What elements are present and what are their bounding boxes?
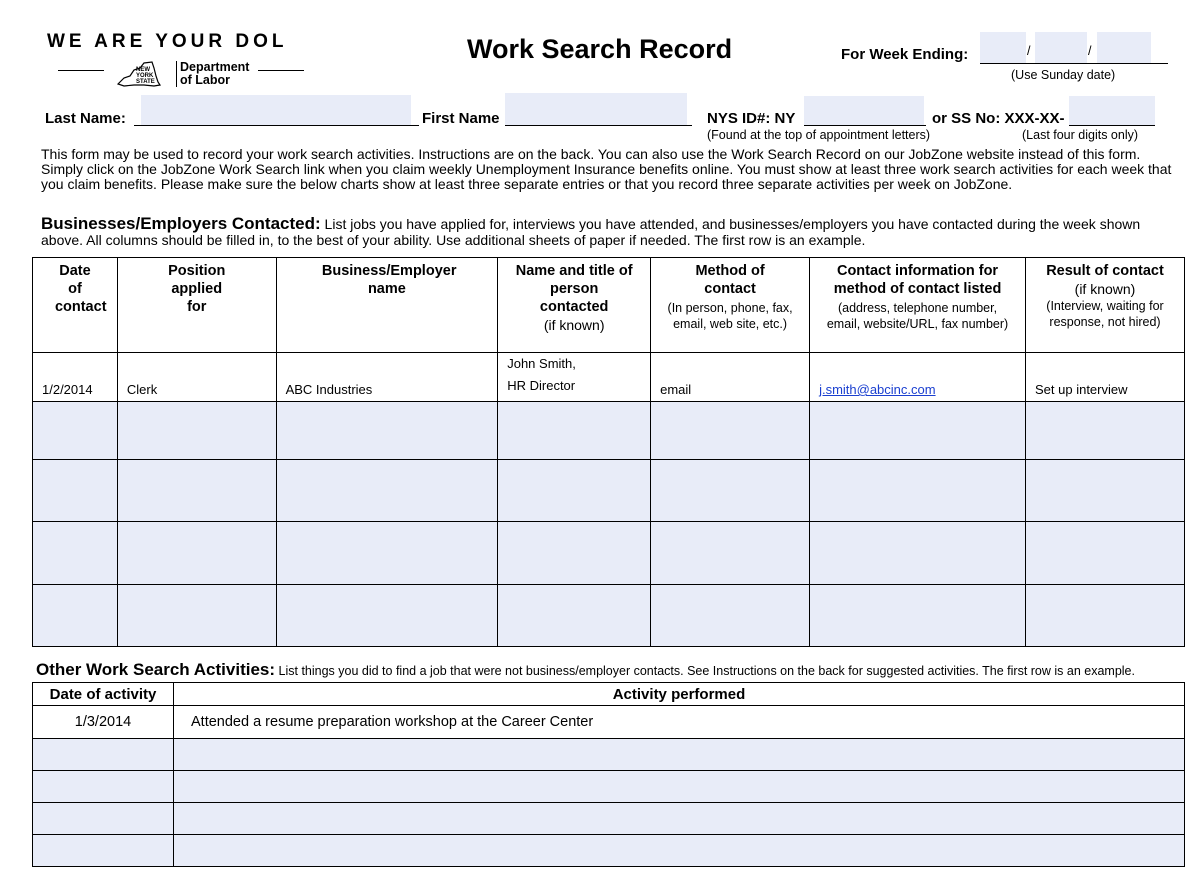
week-ending-note: (Use Sunday date) [1011, 68, 1116, 82]
example-email-link[interactable]: j.smith@abcinc.com [819, 382, 936, 397]
example-contact-info [810, 353, 1026, 402]
ss-label: or SS No: XXX-XX- [932, 110, 1065, 127]
week-ending-sep-1: / [1027, 44, 1031, 58]
entry-cell[interactable] [651, 402, 810, 460]
col-person-contacted-sub: (if known) [543, 317, 605, 333]
entry-cell[interactable] [33, 402, 118, 460]
entry-cell[interactable] [810, 460, 1026, 522]
col-contact-information: Contact information for method of contact listed (address, telephone number, email, website/URL, fax number) [810, 258, 1026, 353]
entry-cell[interactable] [33, 835, 174, 867]
entry-cell[interactable] [498, 585, 651, 647]
col-person-contacted: Name and title of person contacted (if known) [498, 258, 651, 353]
week-ending-label: For Week Ending: [841, 46, 969, 63]
logo-state-word-1: NEW [136, 67, 150, 73]
page-title: Work Search Record [467, 34, 733, 64]
other-header-row [33, 683, 1185, 706]
col-position-applied: Position applied for [117, 258, 276, 353]
contacts-section-heading: Businesses/Employers Contacted: [41, 214, 321, 233]
entry-cell[interactable] [276, 402, 498, 460]
example-activity-date: 1/3/2014 [33, 706, 174, 739]
entry-cell[interactable] [498, 460, 651, 522]
col-result-of-contact: Result of contact (if known) (Interview, waiting for response, not hired) [1026, 258, 1185, 353]
entry-cell[interactable] [1026, 522, 1185, 585]
other-activities-heading: Other Work Search Activities: [36, 660, 276, 679]
nys-id-input[interactable] [804, 96, 924, 125]
ss-note: (Last four digits only) [1022, 128, 1139, 142]
contacts-entry-row [33, 460, 1185, 522]
entry-cell[interactable] [498, 522, 651, 585]
entry-cell[interactable] [117, 460, 276, 522]
entry-cell[interactable] [117, 522, 276, 585]
other-activities-intro [36, 660, 1186, 680]
employer-contacts-table [32, 257, 1185, 647]
entry-cell[interactable] [498, 402, 651, 460]
entry-cell[interactable] [1026, 585, 1185, 647]
entry-cell[interactable] [117, 402, 276, 460]
other-entry-row [33, 835, 1185, 867]
contacts-section-text: List jobs you have applied for, interviews you have attended, and businesses/employers you have contacted during the week shown above. All columns should be filled in, to the best of your ability. Use additional sheets of paper if needed. The first row is an example. [41, 216, 1141, 248]
col-contact-info-sub: (address, telephone number, email, website/URL, fax number) [826, 301, 1009, 331]
example-activity: Attended a resume preparation workshop at the Career Center [174, 706, 1185, 739]
last-name-underline [134, 125, 419, 126]
col-method-of-contact: Method of contact (In person, phone, fax, email, web site, etc.) [651, 258, 810, 353]
example-result: Set up interview [1026, 353, 1185, 402]
contacts-header-row [33, 258, 1185, 353]
entry-cell[interactable] [810, 402, 1026, 460]
first-name-input[interactable] [505, 93, 687, 125]
entry-cell[interactable] [33, 803, 174, 835]
example-person [498, 353, 651, 402]
logo-state-word-3: STATE [136, 79, 155, 85]
entry-cell[interactable] [810, 522, 1026, 585]
week-ending-sep-2: / [1088, 44, 1092, 58]
ny-state-outline-icon [114, 60, 170, 88]
example-method: email [651, 353, 810, 402]
col-date-of-contact: Date of contact [33, 258, 118, 353]
other-activities-table [32, 682, 1185, 867]
entry-cell[interactable] [276, 460, 498, 522]
ss-last-four-input[interactable] [1069, 96, 1155, 125]
entry-cell[interactable] [276, 585, 498, 647]
last-name-label: Last Name: [45, 110, 126, 127]
entry-cell[interactable] [33, 460, 118, 522]
dept-name [176, 61, 249, 87]
other-entry-row [33, 739, 1185, 771]
contacts-entry-row [33, 402, 1185, 460]
week-ending-day-input[interactable] [1035, 32, 1087, 64]
example-person-name: John Smith, [507, 356, 576, 371]
entry-cell[interactable] [651, 460, 810, 522]
entry-cell[interactable] [174, 771, 1185, 803]
col-employer-name: Business/Employer name [276, 258, 498, 353]
entry-cell[interactable] [33, 771, 174, 803]
entry-cell[interactable] [174, 803, 1185, 835]
entry-cell[interactable] [33, 522, 118, 585]
dept-line-2: of Labor [180, 73, 230, 87]
entry-cell[interactable] [1026, 402, 1185, 460]
entry-cell[interactable] [33, 585, 118, 647]
entry-cell[interactable] [174, 739, 1185, 771]
week-ending-month-input[interactable] [980, 32, 1026, 64]
example-position: Clerk [117, 353, 276, 402]
entry-cell[interactable] [33, 739, 174, 771]
brand-slogan: WE ARE YOUR DOL [47, 31, 288, 52]
entry-cell[interactable] [276, 522, 498, 585]
other-entry-row [33, 803, 1185, 835]
entry-cell[interactable] [174, 835, 1185, 867]
dol-logo [58, 60, 306, 92]
week-ending-underline [980, 63, 1168, 64]
logo-state-word-2: YORK [136, 73, 154, 79]
col-date-of-activity: Date of activity [33, 683, 174, 706]
first-name-label: First Name [422, 110, 500, 127]
col-result-sub: (if known) [1074, 281, 1136, 297]
contacts-entry-row [33, 522, 1185, 585]
col-result-sub2: (Interview, waiting for response, not hired) [1046, 299, 1164, 329]
entry-cell[interactable] [651, 585, 810, 647]
intro-paragraph: This form may be used to record your work search activities. Instructions are on the back. You can also use the Work Search Record on our JobZone website instead of this form. Simply click on the JobZone Work Search link when you claim weekly Unemployment Insurance benefits online. You must show at least three work search activities for each week that you claim benefits. Please make sure the below charts show at least three separate entries or that you record three separate activities per week on JobZone. [41, 146, 1172, 192]
nys-id-label: NYS ID#: NY [707, 110, 796, 127]
dept-line-1: Department [180, 60, 250, 74]
entry-cell[interactable] [117, 585, 276, 647]
logo-rule-right [258, 70, 304, 71]
entry-cell[interactable] [810, 585, 1026, 647]
first-name-underline [505, 125, 692, 126]
example-employer: ABC Industries [276, 353, 498, 402]
example-person-title: HR Director [507, 378, 576, 393]
col-method-sub: (In person, phone, fax, email, web site, etc.) [667, 301, 793, 331]
contacts-example-row [33, 353, 1185, 402]
nys-id-note: (Found at the top of appointment letters) [707, 128, 931, 142]
example-date: 1/2/2014 [33, 353, 118, 402]
week-ending-year-input[interactable] [1097, 32, 1151, 64]
entry-cell[interactable] [1026, 460, 1185, 522]
entry-cell[interactable] [651, 522, 810, 585]
nys-id-underline [804, 125, 926, 126]
last-name-input[interactable] [141, 95, 411, 125]
other-entry-row [33, 771, 1185, 803]
contacts-section-intro [41, 216, 1186, 248]
col-activity-performed: Activity performed [174, 683, 1185, 706]
other-example-row [33, 706, 1185, 739]
logo-rule-left [58, 70, 104, 71]
contacts-entry-row [33, 585, 1185, 647]
other-activities-text: List things you did to find a job that were not business/employer contacts. See Instructions on the back for suggested activities. The first row is an example. [278, 664, 1135, 678]
ss-underline [1069, 125, 1155, 126]
